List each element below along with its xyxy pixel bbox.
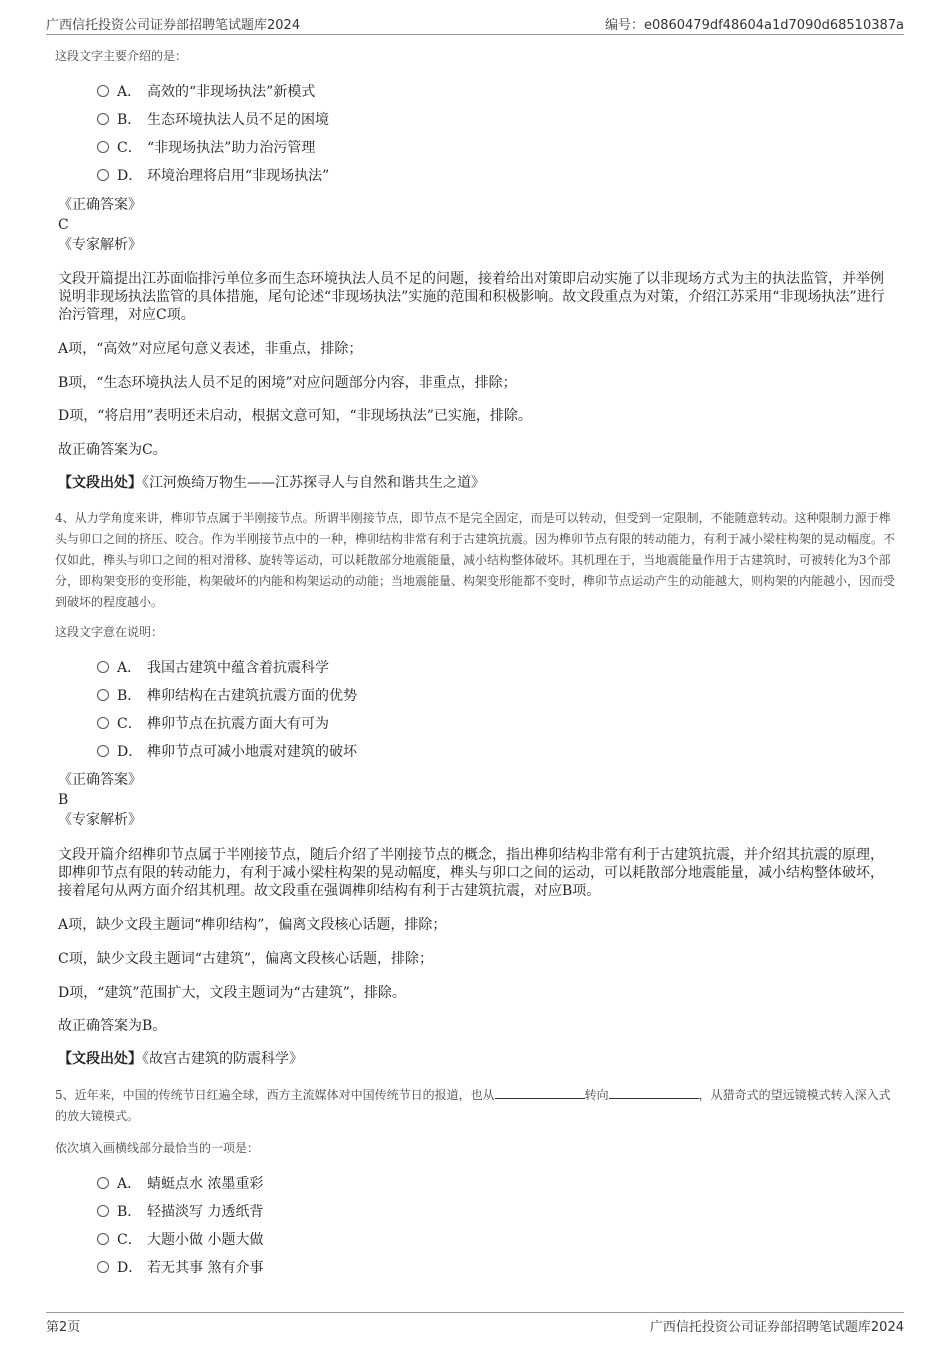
option-text: 大题小做 小题大做 [147, 1232, 264, 1248]
q5-option-c[interactable] [97, 1230, 263, 1250]
q3-analysis-title: 《专家解析》 [58, 237, 142, 253]
page-header [46, 12, 904, 35]
q4-analysis-c: C项，缺少文段主题词“古建筑”，偏离文段核心话题，排除； [58, 951, 434, 967]
q4-option-b[interactable] [97, 686, 357, 706]
option-label: D． [117, 1260, 143, 1276]
radio-icon[interactable] [97, 85, 109, 97]
q4-answer-title: 《正确答案》 [58, 772, 142, 788]
option-text: 高效的“非现场执法”新模式 [147, 84, 316, 100]
q3-option-d[interactable] [97, 166, 329, 186]
q4-analysis-title: 《专家解析》 [58, 812, 142, 828]
radio-icon[interactable] [97, 1205, 109, 1217]
q4-option-a[interactable] [97, 658, 329, 678]
option-text: 轻描淡写 力透纸背 [147, 1204, 264, 1220]
q3-answer-title: 《正确答案》 [58, 197, 142, 213]
source-label: 【文段出处】 [58, 475, 142, 491]
q4-option-c[interactable] [97, 714, 329, 734]
q4-option-d[interactable] [97, 742, 357, 762]
q4-analysis-a: A项，缺少文段主题词“榫卯结构”，偏离文段核心话题，排除； [58, 917, 447, 933]
radio-icon[interactable] [97, 1233, 109, 1245]
q5-stem-part2: 转向 [584, 1088, 609, 1102]
q5-option-a[interactable] [97, 1174, 263, 1194]
option-label: B． [117, 688, 142, 704]
page-footer [46, 1312, 904, 1335]
q3-conclusion: 故正确答案为C。 [58, 442, 167, 458]
fill-blank-1 [495, 1086, 585, 1099]
q3-option-b[interactable] [97, 110, 329, 130]
option-label: B． [117, 1204, 142, 1220]
option-text: 蜻蜓点水 浓墨重彩 [147, 1176, 264, 1192]
q4-conclusion: 故正确答案为B。 [58, 1018, 167, 1034]
page-number: 第2页 [46, 1320, 81, 1335]
option-label: B． [117, 112, 142, 128]
q5-stem [55, 1085, 895, 1127]
q3-option-a[interactable] [97, 82, 315, 102]
option-text: 我国古建筑中蕴含着抗震科学 [147, 660, 329, 676]
option-text: 生态环境执法人员不足的困境 [147, 112, 329, 128]
q5-stem-part1: 5、近年来，中国的传统节日红遍全球，西方主流媒体对中国传统节日的报道，也从 [55, 1088, 495, 1102]
q5-option-b[interactable] [97, 1202, 263, 1222]
option-text: “非现场执法”助力治污管理 [147, 140, 316, 156]
option-text: 榫卯节点在抗震方面大有可为 [147, 716, 329, 732]
radio-icon[interactable] [97, 689, 109, 701]
q4-analysis-d: D项，“建筑”范围扩大，文段主题词为“古建筑”，排除。 [58, 985, 406, 1001]
radio-icon[interactable] [97, 113, 109, 125]
option-text: 榫卯结构在古建筑抗震方面的优势 [147, 688, 357, 704]
radio-icon[interactable] [97, 745, 109, 757]
radio-icon[interactable] [97, 169, 109, 181]
header-doc-id: 编号：e0860479df48604a1d7090d68510387a [604, 18, 904, 33]
option-text: 环境治理将启用“非现场执法” [147, 168, 330, 184]
q3-analysis-main: 文段开篇提出江苏面临排污单位多而生态环境执法人员不足的问题，接着给出对策即启动实施了以非现场方式为主的执法监管，并举例说明非现场执法监管的具体措施，尾句论述“非现场执法”实施的范围和积极影响。故文段重点为对策，介绍江苏采用“非现场执法”进行治污管理，对应C项。 [58, 271, 885, 323]
q4-source [58, 1050, 886, 1068]
q3-answer: C [58, 217, 69, 233]
q3-source [58, 474, 886, 492]
q3-option-c[interactable] [97, 138, 315, 158]
option-label: A． [117, 660, 142, 676]
source-title: 《故宫古建筑的防震科学》 [142, 1051, 303, 1067]
option-text: 榫卯节点可减小地震对建筑的破坏 [147, 744, 357, 760]
q4-analysis-main: 文段开篇介绍榫卯节点属于半刚接节点，随后介绍了半刚接节点的概念，指出榫卯结构非常有利于古建筑抗震，并介绍其抗震的原理，即榫卯节点有限的转动能力，有利于减小梁柱构架的晃动幅度，榫头与卯口之间的运动，可以耗散部分地震能量，减小结构整体破坏，接着尾句从两方面介绍其机理。故文段重在强调榫卯结构有利于古建筑抗震，对应B项。 [58, 847, 884, 899]
footer-title: 广西信托投资公司证券部招聘笔试题库2024 [649, 1320, 904, 1335]
option-label: C． [117, 1232, 142, 1248]
fill-blank-2 [609, 1086, 699, 1099]
q4-stem: 4、从力学角度来讲，榫卯节点属于半刚接节点。所谓半刚接节点，即节点不是完全固定，而是可以转动，但受到一定限制，不能随意转动。这种限制力源于榫头与卯口之间的挤压、咬合。作为半刚接节点中的一种，榫卯结构非常有利于古建筑抗震。因为榫卯节点有限的转动能力，有利于减小梁柱构架的晃动幅度。不仅如此，榫头与卯口之间的相对滑移、旋转等运动，可以耗散部分地震能量，减小结构整体破坏。其机理在于，当地震能量作用于古建筑时，可被转化为3个部分，即构架变形的变形能，构架破坏的内能和构架运动的动能；当地震能量、构架变形能都不变时，榫卯节点运动产生的动能越大，则构架的内能越小，因而受到破坏的程度越小。 [55, 511, 896, 609]
q5-stem-part3: ，从猎奇式的望远镜模式转入深入式的放大镜模式。 [55, 1088, 891, 1123]
q3-analysis-a: A项，“高效”对应尾句意义表述，非重点，排除； [58, 341, 363, 357]
q5-prompt: 依次填入画横线部分最恰当的一项是： [55, 1141, 260, 1155]
option-label: D． [117, 168, 143, 184]
radio-icon[interactable] [97, 141, 109, 153]
q4-answer: B [58, 792, 69, 808]
radio-icon[interactable] [97, 717, 109, 729]
option-text: 若无其事 煞有介事 [147, 1260, 264, 1276]
q5-option-d[interactable] [97, 1258, 263, 1278]
q3-analysis-d: D项，“将启用”表明还未启动，根据文意可知，“非现场执法”已实施，排除。 [58, 408, 532, 424]
option-label: A． [117, 1176, 142, 1192]
header-title: 广西信托投资公司证券部招聘笔试题库2024 [46, 18, 301, 33]
source-title: 《江河焕绮万物生——江苏探寻人与自然和谐共生之道》 [142, 475, 485, 491]
option-label: C． [117, 716, 142, 732]
q4-prompt: 这段文字意在说明： [55, 625, 164, 639]
option-label: C． [117, 140, 142, 156]
q3-analysis-b: B项，“生态环境执法人员不足的困境”对应问题部分内容，非重点，排除； [58, 375, 517, 391]
q3-prompt: 这段文字主要介绍的是： [55, 49, 188, 63]
radio-icon[interactable] [97, 661, 109, 673]
option-label: D． [117, 744, 143, 760]
source-label: 【文段出处】 [58, 1051, 142, 1067]
radio-icon[interactable] [97, 1261, 109, 1273]
option-label: A． [117, 84, 142, 100]
radio-icon[interactable] [97, 1177, 109, 1189]
